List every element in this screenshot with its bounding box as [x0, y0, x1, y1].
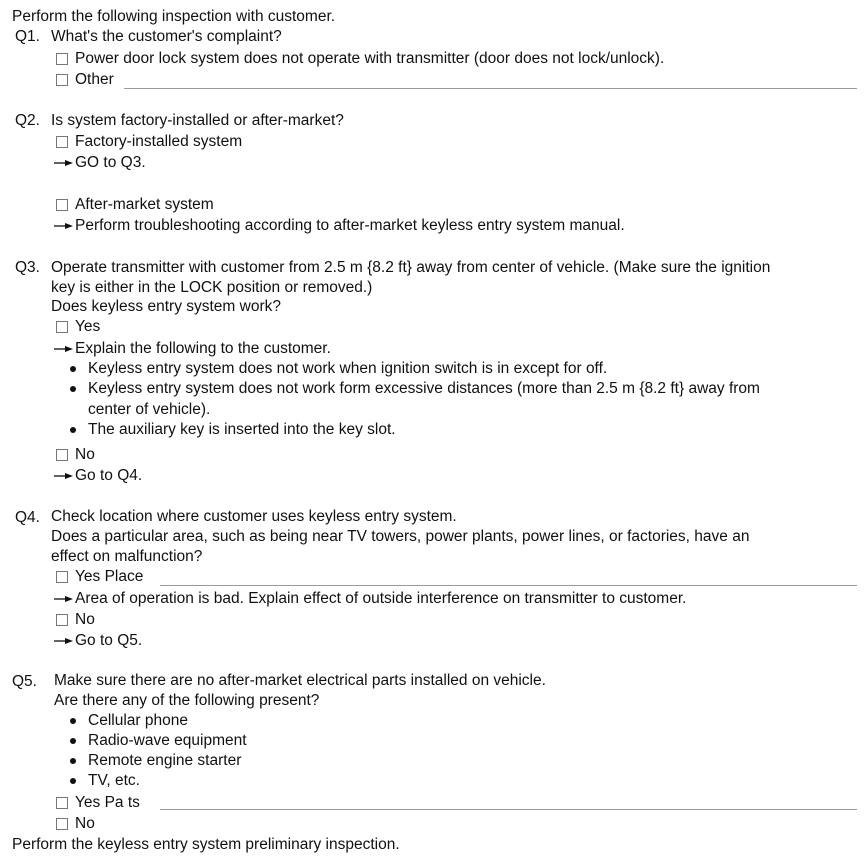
- arrow-icon: [53, 343, 75, 355]
- q5-question-line2: Are there any of the following present?: [54, 692, 320, 709]
- q5-question-line1: Make sure there are no after-market electrical parts installed on vehicle.: [54, 672, 546, 689]
- q1-question: What's the customer's complaint?: [51, 28, 282, 45]
- q4-question-line1: Check location where customer uses keyless entry system.: [51, 508, 457, 525]
- bullet-icon: [70, 718, 76, 724]
- arrow-icon: [53, 220, 75, 232]
- bullet-icon: [70, 758, 76, 764]
- q3-bullet1: Keyless entry system does not work when ignition switch is in except for off.: [88, 360, 608, 377]
- arrow-icon: [53, 593, 75, 605]
- q3-yes-result: Explain the following to the customer.: [75, 340, 331, 357]
- q2-question: Is system factory-installed or after-market?: [51, 112, 344, 129]
- q2-result2: Perform troubleshooting according to after-market keyless entry system manual.: [75, 217, 625, 234]
- q5-item: TV, etc.: [88, 772, 140, 789]
- q4-question-line3: effect on malfunction?: [51, 548, 203, 565]
- arrow-icon: [53, 470, 75, 482]
- q1-other-fill-line[interactable]: [124, 88, 857, 89]
- q3-question-line2: key is either in the LOCK position or removed.): [51, 279, 373, 296]
- q4-number: Q4.: [15, 509, 40, 526]
- q3-question-line3: Does keyless entry system work?: [51, 298, 281, 315]
- q3-bullet2-line1: Keyless entry system does not work form excessive distances (more than 2.5 m {8.2 ft} away from: [88, 380, 760, 397]
- outro-text: Perform the keyless entry system preliminary inspection.: [12, 836, 400, 853]
- q3-no-checkbox[interactable]: [56, 449, 68, 461]
- q5-number: Q5.: [12, 673, 37, 690]
- q2-number: Q2.: [15, 112, 40, 129]
- q2-factory-checkbox[interactable]: [56, 136, 68, 148]
- bullet-icon: [70, 738, 76, 744]
- q4-no-checkbox[interactable]: [56, 614, 68, 626]
- q1-number: Q1.: [15, 28, 40, 45]
- q4-yes-checkbox[interactable]: [56, 571, 68, 583]
- q4-yes-result: Area of operation is bad. Explain effect of outside interference on transmitter to customer.: [75, 590, 687, 607]
- arrow-icon: [53, 635, 75, 647]
- q5-yes-label: Yes Pa ts: [75, 794, 140, 811]
- q5-item: Cellular phone: [88, 712, 188, 729]
- arrow-icon: [53, 157, 75, 169]
- bullet-icon: [70, 427, 76, 433]
- q1-option1-label: Power door lock system does not operate with transmitter (door does not lock/unlock).: [75, 50, 665, 67]
- q4-yes-label: Yes Place: [75, 568, 144, 585]
- q3-yes-checkbox[interactable]: [56, 321, 68, 333]
- q4-question-line2: Does a particular area, such as being near TV towers, power plants, power lines, or factories, have an: [51, 528, 750, 545]
- q3-bullet3: The auxiliary key is inserted into the key slot.: [88, 421, 396, 438]
- q5-yes-checkbox[interactable]: [56, 797, 68, 809]
- bullet-icon: [70, 366, 76, 372]
- q3-yes-label: Yes: [75, 318, 101, 335]
- q2-aftermarket-checkbox[interactable]: [56, 199, 68, 211]
- q5-no-checkbox[interactable]: [56, 818, 68, 830]
- q5-no-label: No: [75, 815, 95, 832]
- q5-item: Remote engine starter: [88, 752, 242, 769]
- q2-aftermarket-label: After-market system: [75, 196, 214, 213]
- q2-factory-label: Factory-installed system: [75, 133, 243, 150]
- q4-no-result: Go to Q5.: [75, 632, 143, 649]
- q3-no-label: No: [75, 446, 95, 463]
- q5-item: Radio-wave equipment: [88, 732, 247, 749]
- q5-parts-fill-line[interactable]: [160, 809, 857, 810]
- q4-place-fill-line[interactable]: [160, 585, 857, 586]
- bullet-icon: [70, 386, 76, 392]
- q1-option1-checkbox[interactable]: [56, 53, 68, 65]
- q3-no-result: Go to Q4.: [75, 467, 143, 484]
- intro-text: Perform the following inspection with customer.: [12, 8, 336, 25]
- bullet-icon: [70, 778, 76, 784]
- q3-question-line1: Operate transmitter with customer from 2.5 m {8.2 ft} away from center of vehicle. (Make sure the ignition: [51, 259, 771, 276]
- q1-other-checkbox[interactable]: [56, 74, 68, 86]
- q4-no-label: No: [75, 611, 95, 628]
- q1-other-label: Other: [75, 71, 114, 88]
- q2-result1: GO to Q3.: [75, 154, 146, 171]
- q3-bullet2-line2: center of vehicle).: [88, 401, 211, 418]
- q3-number: Q3.: [15, 259, 40, 276]
